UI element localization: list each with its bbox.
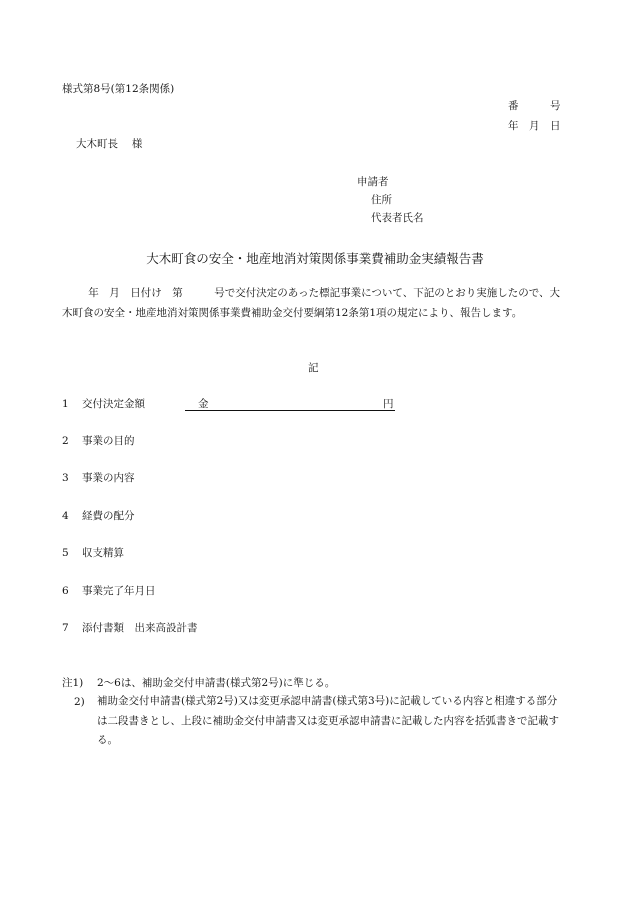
item-number: 3 bbox=[62, 472, 69, 484]
item-label: 事業完了年月日 bbox=[82, 585, 156, 597]
item-number: 4 bbox=[62, 510, 69, 522]
applicant-representative-label: 代表者氏名 bbox=[371, 212, 424, 224]
note1-text: 2～6は、補助金交付申請書(様式第2号)に準じる。 bbox=[97, 677, 336, 689]
item-number: 2 bbox=[62, 435, 69, 447]
item-label: 収支精算 bbox=[82, 547, 124, 559]
note2-label: 2) bbox=[74, 696, 85, 708]
note2-text: 補助金交付申請書(様式第2号)又は変更承認申請書(様式第3号)に記載している内容と相違する部分は二段書きとし、上段に補助金交付申請書又は変更承認申請書に記載した内容を括弧書きで記載する。 bbox=[97, 695, 559, 746]
item-label: 事業の目的 bbox=[82, 435, 135, 447]
item-number: 7 bbox=[62, 622, 69, 634]
item-label: 事業の内容 bbox=[82, 472, 135, 484]
date-label: 年 月 日 bbox=[508, 120, 561, 132]
amount-suffix: 円 bbox=[383, 398, 394, 410]
number-label: 番 号 bbox=[508, 100, 561, 112]
item-label: 交付決定金額 bbox=[82, 398, 145, 410]
item-number: 1 bbox=[62, 398, 69, 410]
item-number: 6 bbox=[62, 585, 69, 597]
applicant-label: 申請者 bbox=[357, 176, 389, 188]
note1-label: 注1) bbox=[62, 677, 84, 689]
body-paragraph: 年 月 日付け 第 号で交付決定のあった標記事業について、下記のとおり実施したので、大木町食の安全・地産地消対策関係事業費補助金交付要綱第12条第1項の規定により、報告します。 bbox=[62, 287, 561, 319]
item-label: 経費の配分 bbox=[82, 510, 135, 522]
amount-field bbox=[185, 396, 395, 411]
applicant-address-label: 住所 bbox=[371, 194, 392, 206]
form-number: 様式第8号(第12条関係) bbox=[62, 83, 175, 95]
item-label: 添付書類 出来高設計書 bbox=[82, 622, 198, 634]
ki-heading: 記 bbox=[308, 362, 319, 374]
amount-prefix: 金 bbox=[198, 398, 209, 410]
document-title: 大木町食の安全・地産地消対策関係事業費補助金実績報告書 bbox=[146, 251, 484, 266]
addressee: 大木町長 様 bbox=[76, 138, 143, 150]
item-number: 5 bbox=[62, 547, 69, 559]
